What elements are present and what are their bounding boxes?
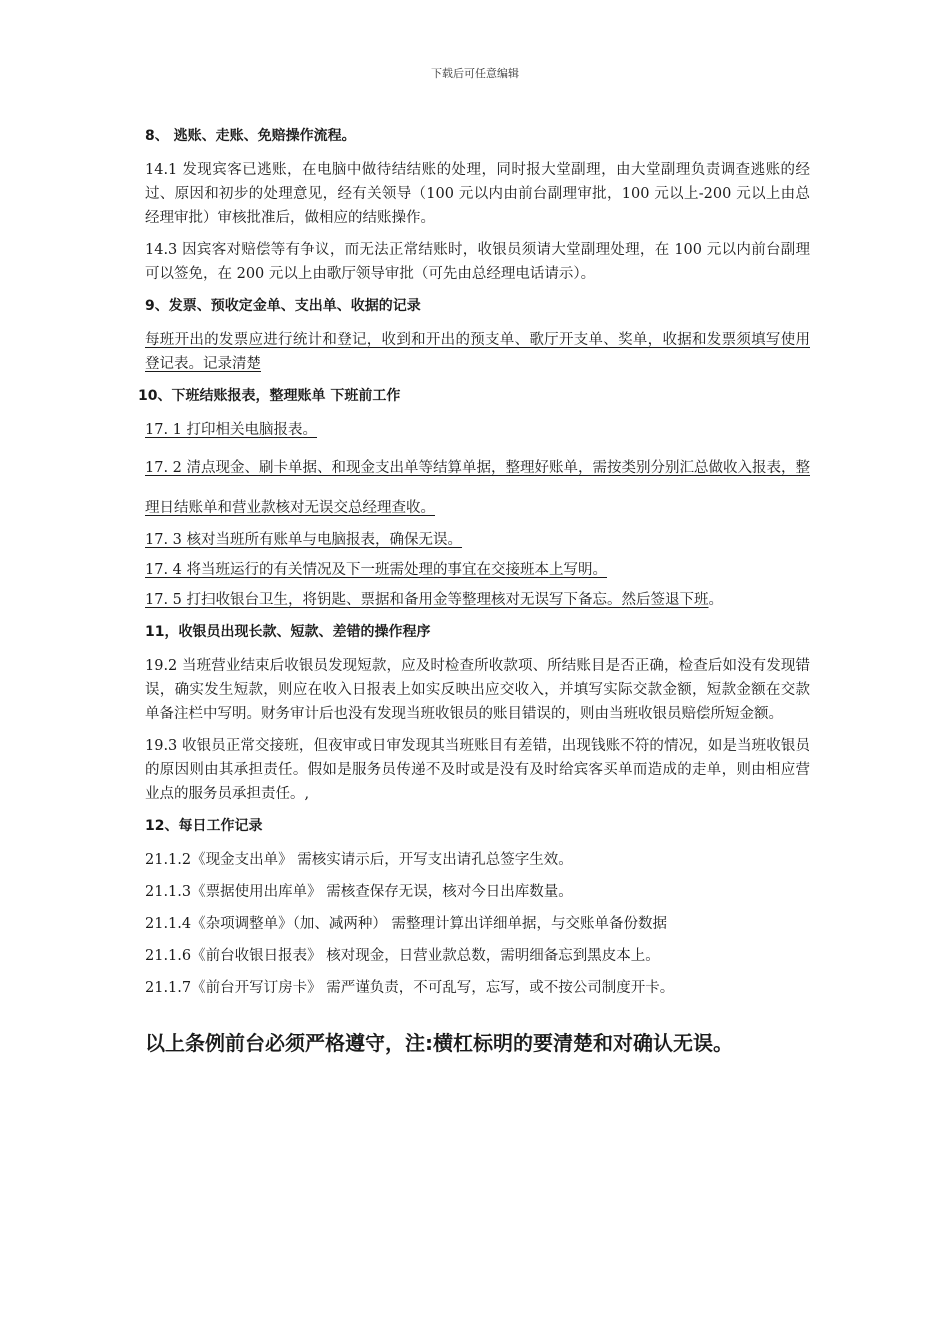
- record-item: 21.1.2《现金支出单》 需核实请示后，开写支出请孔总签字生效。: [145, 852, 573, 868]
- underlined-text: 17. 5 打扫收银台卫生，将钥匙、票据和备用金等整理核对无误写下备忘。然后签退下班: [145, 592, 709, 608]
- paragraph: 19.3 收银员正常交接班，但夜审或日审发现其当班账目有差错，出现钱账不符的情况，如是当班收银员的原因则由其承担责任。假如是服务员传递不及时或是没有及时给宾客买单而造成的走单，则由相应营业点的服务员承担责任。,: [145, 738, 810, 802]
- section-heading: 9、发票、预收定金单、支出单、收据的记录: [145, 298, 421, 314]
- section-heading: 12、每日工作记录: [145, 818, 263, 834]
- section-heading: 11，收银员出现长款、短款、差错的操作程序: [145, 624, 431, 640]
- record-item: 21.1.6《前台收银日报表》 核对现金，日营业款总数，需明细备忘到黑皮本上。: [145, 948, 660, 964]
- paragraph: 14.1 发现宾客已逃账，在电脑中做待结结账的处理，同时报大堂副理，由大堂副理负责调查逃账的经过、原因和初步的处理意见，经有关领导（100 元以内由前台副理审批，100 元以上-200 元以上由总经理审批）审核批准后，做相应的结账操作。: [145, 162, 810, 226]
- section-heading: 8、 逃账、走账、免赔操作流程。: [145, 128, 356, 144]
- section-heading: 10、下班结账报表，整理账单 下班前工作: [138, 388, 401, 404]
- paragraph-underlined: 每班开出的发票应进行统计和登记，收到和开出的预支单、歌厅开支单、奖单，收据和发票须填写使用登记表。记录清楚: [145, 332, 810, 372]
- paragraph-underlined: 17. 2 清点现金、刷卡单据、和现金支出单等结算单据，整理好账单，需按类别分别汇总做收入报表，整理日结账单和营业款核对无误交总经理查收。: [145, 460, 810, 516]
- page-header: 下载后可任意编辑: [431, 67, 519, 80]
- paragraph: 14.3 因宾客对赔偿等有争议，而无法正常结账时，收银员须请大堂副理处理，在 100 元以内前台副理可以签免，在 200 元以上由歌厅领导审批（可先由总经理电话请示）。: [145, 242, 810, 282]
- record-item: 21.1.3《票据使用出库单》 需核查保存无误，核对今日出库数量。: [145, 884, 573, 900]
- paragraph-underlined: 17. 4 将当班运行的有关情况及下一班需处理的事宜在交接班本上写明。: [145, 562, 608, 578]
- paragraph-mixed: [145, 588, 810, 612]
- paragraph-underlined: 17. 1 打印相关电脑报表。: [145, 422, 318, 438]
- closing-statement: 以上条例前台必须严格遵守，注:横杠标明的要清楚和对确认无误。: [145, 1031, 733, 1055]
- document-body: [138, 124, 810, 1058]
- record-item: 21.1.4《杂项调整单》（加、减两种） 需整理计算出详细单据，与交账单备份数据: [145, 916, 667, 932]
- record-item: 21.1.7《前台开写订房卡》 需严谨负责，不可乱写，忘写，或不按公司制度开卡。: [145, 980, 675, 996]
- trailing-punctuation: 。: [708, 592, 724, 608]
- paragraph-underlined: 17. 3 核对当班所有账单与电脑报表，确保无误。: [145, 532, 463, 548]
- paragraph: 19.2 当班营业结束后收银员发现短款，应及时检查所收款项、所结账目是否正确，检查后如没有发现错误，确实发生短款，则应在收入日报表上如实反映出应交收入，并填写实际交款金额，短款金额在交款单备注栏中写明。财务审计后也没有发现当班收银员的账目错误的，则由当班收银员赔偿所短金额。: [145, 658, 810, 722]
